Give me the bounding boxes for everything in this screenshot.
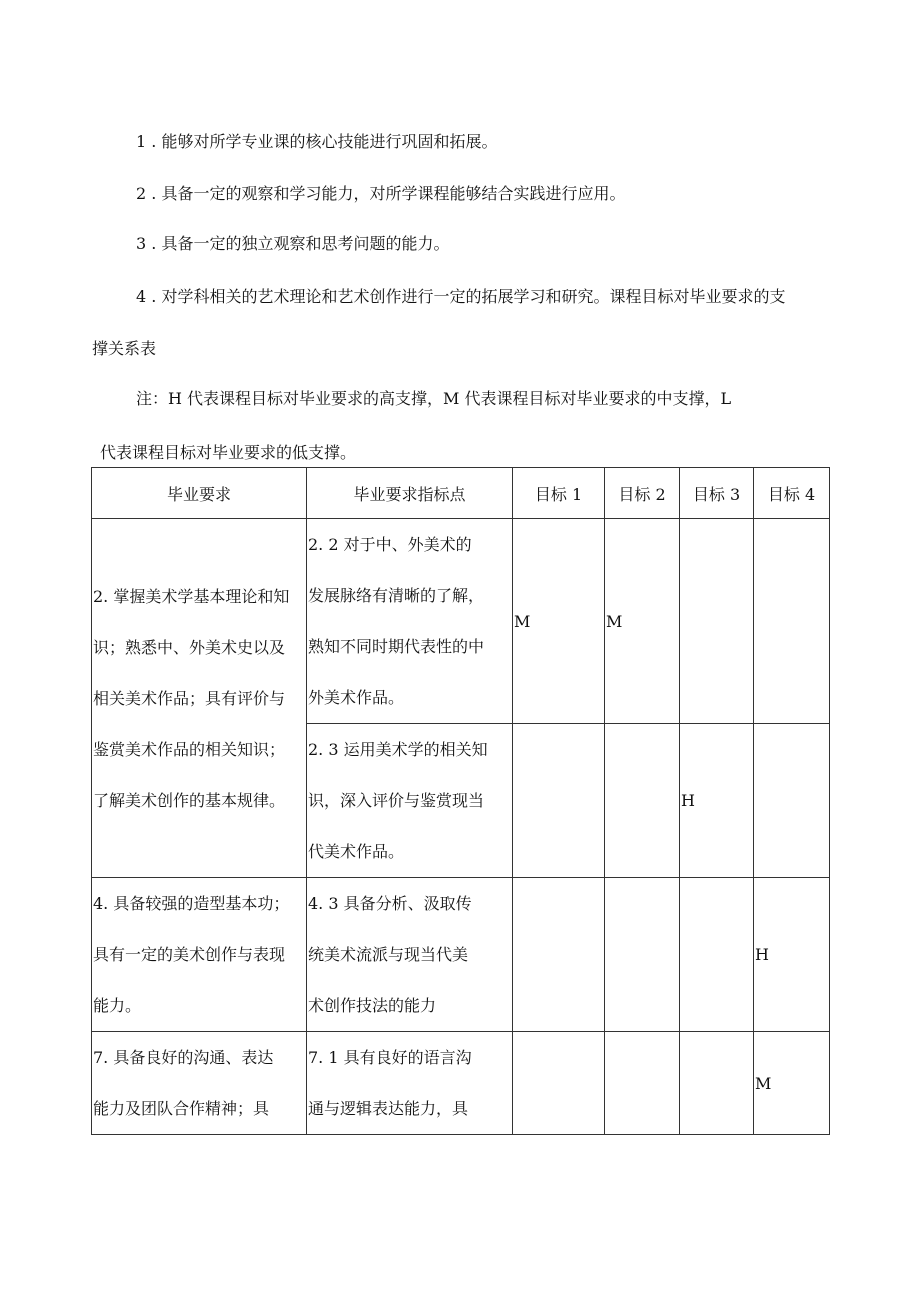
indicator-line: 通与逻辑表达能力，具 <box>308 1099 469 1118</box>
goal-1-mark <box>513 878 605 1032</box>
header-goal-1: 目标 1 <box>513 468 605 519</box>
goal-3-mark <box>680 519 754 724</box>
requirement-line: 2. 掌握美术学基本理论和知 <box>93 586 290 606</box>
requirement-line: 能力及团队合作精神；具 <box>93 1099 270 1118</box>
goal-3-mark: H <box>680 724 754 878</box>
table-row <box>92 519 830 724</box>
header-goal-4: 目标 4 <box>754 468 830 519</box>
header-indicator: 毕业要求指标点 <box>307 468 513 519</box>
support-matrix-table <box>91 467 830 1135</box>
indicator-line: 7. 1 具有良好的语言沟 <box>308 1048 472 1067</box>
indicator-cell <box>307 1032 513 1135</box>
header-requirement: 毕业要求 <box>92 468 307 519</box>
indicator-cell <box>307 878 513 1032</box>
requirement-cell <box>92 519 307 878</box>
indicator-cell <box>307 724 513 878</box>
indicator-line: 4. 3 具备分析、汲取传 <box>308 894 472 913</box>
note-text-line2: 代表课程目标对毕业要求的低支撑。 <box>100 443 357 462</box>
indicator-line: 2. 2 对于中、外美术的 <box>308 535 472 554</box>
goal-4-mark <box>754 519 830 724</box>
goal-1-mark <box>513 724 605 878</box>
header-goal-3: 目标 3 <box>680 468 754 519</box>
requirement-line: 鉴赏美术作品的相关知识； <box>93 739 286 759</box>
goal-4-mark: M <box>754 1032 830 1135</box>
goal-1-mark: M <box>513 519 605 724</box>
objective-3-text: 3 . 具备一定的独立观察和思考问题的能力。 <box>136 234 450 253</box>
requirement-line: 7. 具备良好的沟通、表达 <box>93 1048 274 1067</box>
goal-2-mark <box>605 878 680 1032</box>
objective-2-text: 2 . 具备一定的观察和学习能力，对所学课程能够结合实践进行应用。 <box>136 184 626 203</box>
indicator-line: 2. 3 运用美术学的相关知 <box>308 740 488 759</box>
requirement-line: 4. 具备较强的造型基本功； <box>93 894 290 913</box>
goal-4-mark: H <box>754 878 830 1032</box>
indicator-line: 统美术流派与现当代美 <box>308 945 469 964</box>
indicator-cell <box>307 519 513 724</box>
goal-3-mark <box>680 878 754 1032</box>
table-header-row <box>92 468 830 519</box>
indicator-line: 识，深入评价与鉴赏现当 <box>308 791 485 810</box>
indicator-line: 发展脉络有清晰的了解， <box>308 586 485 605</box>
requirement-line: 了解美术创作的基本规律。 <box>93 790 286 810</box>
goal-1-mark <box>513 1032 605 1135</box>
requirement-line: 识；熟悉中、外美术史以及 <box>93 637 286 657</box>
goal-4-mark <box>754 724 830 878</box>
requirement-line: 能力。 <box>93 996 142 1015</box>
table-row <box>92 878 830 1032</box>
indicator-line: 外美术作品。 <box>308 688 405 707</box>
header-goal-2: 目标 2 <box>605 468 680 519</box>
indicator-line: 术创作技法的能力 <box>308 996 437 1015</box>
indicator-line: 代美术作品。 <box>308 842 405 861</box>
note-text-line1: 注：H 代表课程目标对毕业要求的高支撑，M 代表课程目标对毕业要求的中支撑，L <box>136 389 732 408</box>
requirement-cell <box>92 1032 307 1135</box>
objective-4-text-line2: 撑关系表 <box>92 339 157 358</box>
goal-3-mark <box>680 1032 754 1135</box>
goal-2-mark <box>605 1032 680 1135</box>
objective-1-text: 1 . 能够对所学专业课的核心技能进行巩固和拓展。 <box>136 132 498 151</box>
requirement-line: 具有一定的美术创作与表现 <box>93 945 286 964</box>
table-row <box>92 1032 830 1135</box>
goal-2-mark <box>605 724 680 878</box>
objective-4-text-line1: 4 . 对学科相关的艺术理论和艺术创作进行一定的拓展学习和研究。课程目标对毕业要求的支 <box>136 287 786 306</box>
indicator-line: 熟知不同时期代表性的中 <box>308 637 485 656</box>
requirement-cell <box>92 878 307 1032</box>
requirement-line: 相关美术作品；具有评价与 <box>93 688 286 708</box>
goal-2-mark: M <box>605 519 680 724</box>
